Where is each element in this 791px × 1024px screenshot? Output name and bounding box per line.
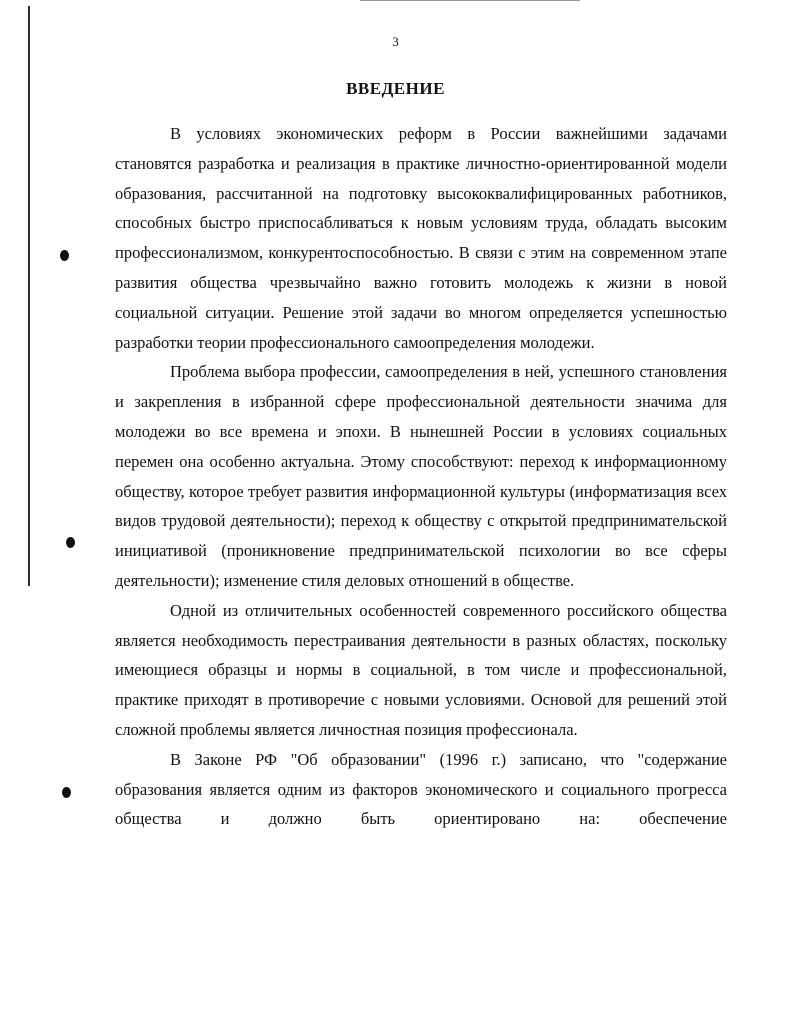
paragraph-2: Проблема выбора профессии, самоопределения в ней, успешного становления и закрепления в избранной сфере профессиональной деятельности значима для молодежи во все времена и эпохи. В нынешней России в условиях социальных перемен она особенно актуальна. Этому способствуют: переход к информационному обществу, которое требует развития информационной культуры (информатизация всех видов трудовой деятельности); переход к обществу с открытой предпринимательской инициативой (проникновение предпринимательской психологии во все сферы деятельности); изменение стиля деловых отношений в обществе. <box>115 362 727 590</box>
page-number: 3 <box>392 34 399 49</box>
binding-hole-mark <box>62 787 71 798</box>
paragraph-3: Одной из отличительных особенностей современного российского общества является необходимость перестраивания деятельности в разных областях, поскольку имеющиеся образцы и нормы в социальной, в том числе и профессиональной, практике приходят в противоречие с новыми условиями. Основой для решений этой сложной проблемы является личностная позиция профессионала. <box>115 600 727 739</box>
paragraph-4: В Законе РФ "Об образовании" (1996 г.) записано, что "содержание образования является одним из факторов экономического и социального прогресса общества и должно быть ориентировано на: обеспечение <box>115 749 727 829</box>
page-title: ВВЕДЕНИЕ <box>346 79 445 98</box>
paragraph-1: В условиях экономических реформ в России важнейшими задачами становятся разработка и реализация в практике личностно-ориентированной модели образования, рассчитанной на подготовку высококвалифицированных работников, способных быстро приспосабливаться к новым условиям труда, обладать высоким профессионализмом, конкурентоспособностью. В связи с этим на современном этапе развития общества чрезвычайно важно готовить молодежь к жизни в новой социальной ситуации. Решение этой задачи во многом определяется успешностью разработки теории профессионального самоопределения молодежи. <box>115 124 727 352</box>
scan-top-edge <box>360 0 580 1</box>
binding-hole-mark <box>66 537 75 548</box>
document-body <box>115 119 727 834</box>
binding-hole-mark <box>60 250 69 261</box>
